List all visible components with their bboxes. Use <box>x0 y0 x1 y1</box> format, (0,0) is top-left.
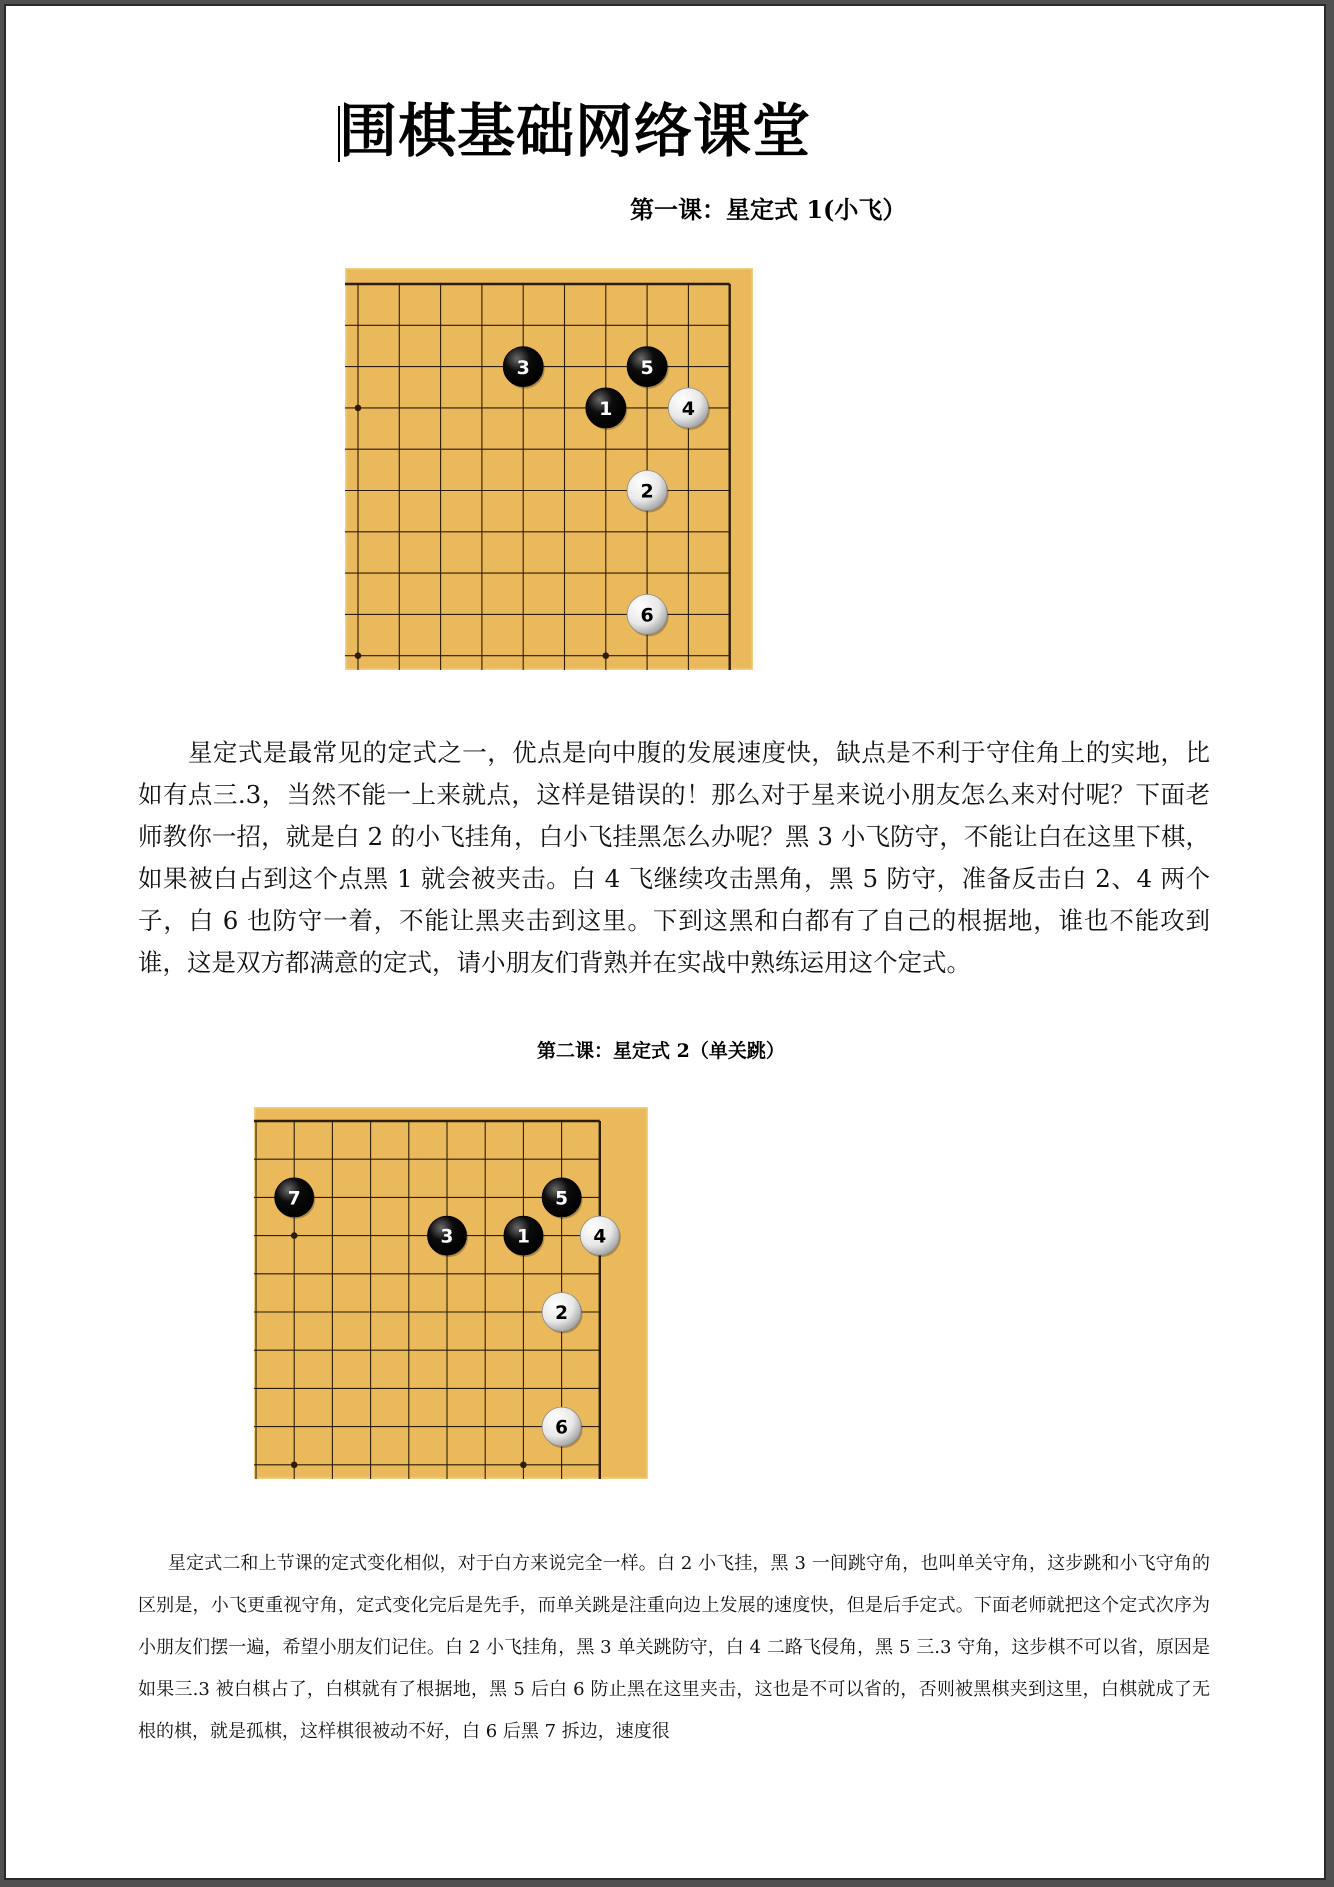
stone-number: 3 <box>516 356 530 379</box>
board-background <box>254 1107 648 1479</box>
star-point <box>603 652 610 659</box>
star-point <box>520 1462 527 1469</box>
stone-number: 2 <box>555 1303 569 1325</box>
stone-number: 1 <box>599 398 613 421</box>
stone-number: 4 <box>593 1226 607 1248</box>
lesson-2-go-diagram <box>254 1107 648 1479</box>
lesson-1-go-diagram <box>345 268 753 670</box>
stone-number: 6 <box>555 1417 569 1439</box>
stone-number: 2 <box>640 480 654 503</box>
stone-number: 7 <box>287 1188 301 1210</box>
lesson-1-heading: 第一课：星定式 1(小飞） <box>630 195 907 224</box>
stone-number: 5 <box>640 356 654 379</box>
star-point <box>291 1462 298 1469</box>
star-point <box>355 405 362 412</box>
stone-number: 4 <box>681 398 696 421</box>
document-page <box>4 4 1326 1880</box>
stone-number: 1 <box>516 1226 530 1248</box>
stone-number: 3 <box>440 1226 454 1248</box>
board-background <box>345 268 753 670</box>
lesson-1-body: 星定式是最常见的定式之一，优点是向中腹的发展速度快，缺点是不利于守住角上的实地，比如有点三.3，当然不能一上来就点，这样是错误的！那么对于星来说小朋友怎么来对付呢？下面老师教你一招，就是白 2 的小飞挂角，白小飞挂黑怎么办呢？黑 3 小飞防守，不能让白在这里下棋，如果被白占到这个点黑 1 就会被夹击。白 4 飞继续攻击黑角，黑 5 防守，准备反击白 2、4 两个子，白 6 也防守一着，不能让黑夹击到这里。下到这黑和白都有了自己的根据地，谁也不能攻到谁，这是双方都满意的定式，请小朋友们背熟并在实战中熟练运用这个定式。 <box>138 738 1210 977</box>
page-title: 围棋基础网络课堂 <box>339 97 812 165</box>
lesson-2-body: 星定式二和上节课的定式变化相似，对于白方来说完全一样。白 2 小飞挂，黑 3 一间跳守角，也叫单关守角，这步跳和小飞守角的区别是，小飞更重视守角，定式变化完后是先手，而单关跳是注重向边上发展的速度快，但是后手定式。下面老师就把这个定式次序为小朋友们摆一遍，希望小朋友们记住。白 2 小飞挂角，黑 3 单关跳防守，白 4 二路飞侵角，黑 5 三.3 守角，这步棋不可以省，原因是如果三.3 被白棋占了，白棋就有了根据地，黑 5 后白 6 防止黑在这里夹击，这也是不可以省的，否则被黑棋夹到这里，白棋就成了无根的棋，就是孤棋，这样棋很被动不好，白 6 后黑 7 拆边，速度很 <box>138 1553 1210 1742</box>
stone-number: 6 <box>640 604 654 627</box>
go-board-svg <box>254 1107 648 1479</box>
star-point <box>291 1232 298 1239</box>
star-point <box>355 652 362 659</box>
lesson-2-heading: 第二课：星定式 2（单关跳） <box>537 1040 785 1062</box>
go-board-svg <box>345 268 753 670</box>
stone-number: 5 <box>555 1188 569 1210</box>
